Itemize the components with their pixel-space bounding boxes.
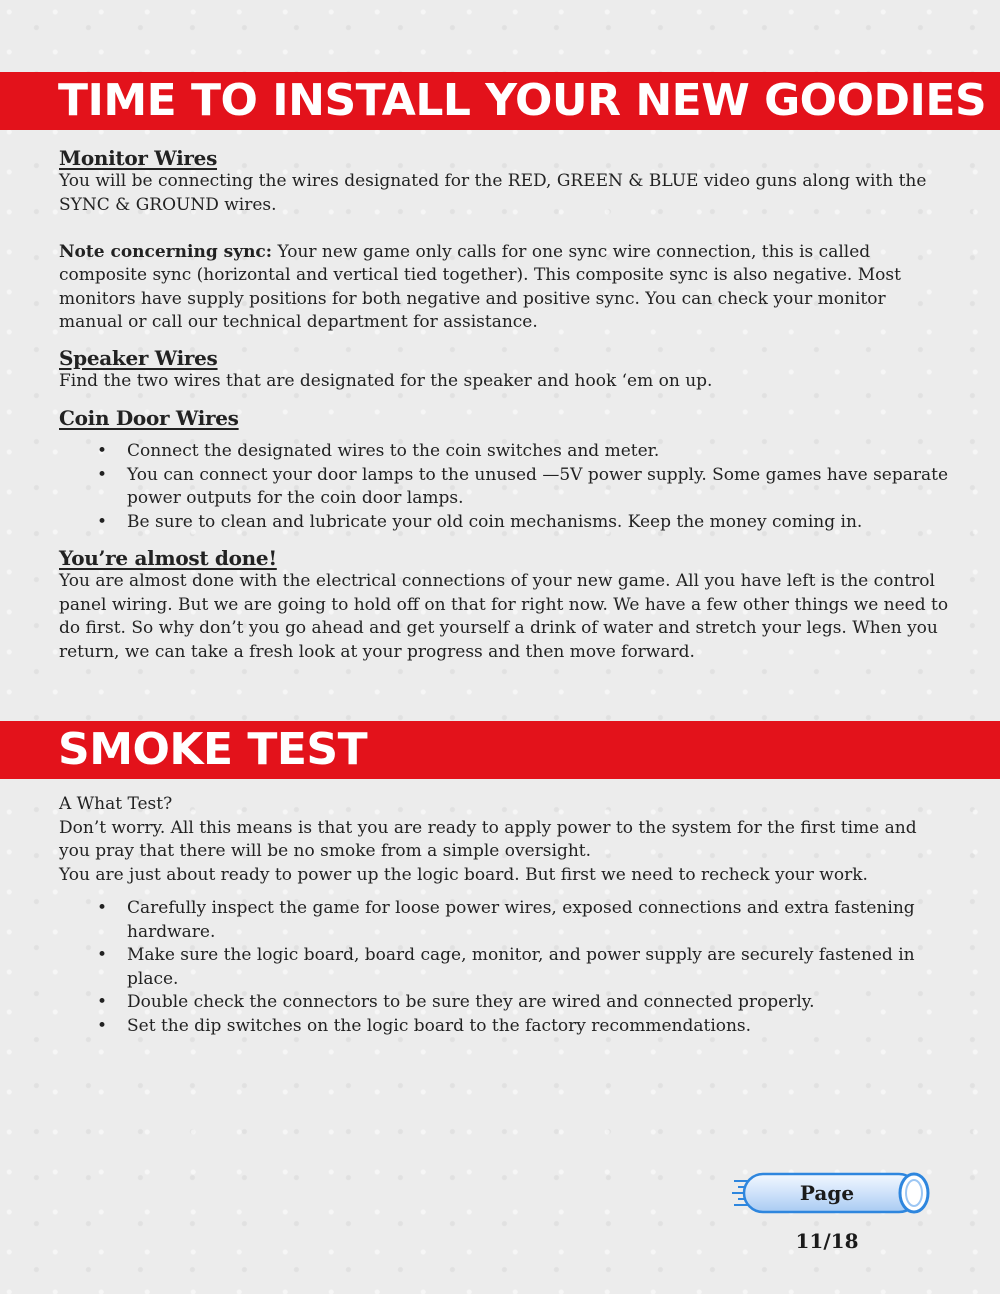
list-item: • Connect the designated wires to the coin switches and meter.	[59, 440, 949, 464]
monitor-wires-section	[59, 146, 949, 335]
almost-done-heading: You’re almost done!	[59, 546, 277, 570]
smoke-line-2: Don’t worry. All this means is that you are ready to apply power to the system for the first time and you pray that there will be no smoke from a simple oversight.	[59, 817, 917, 861]
section-title-install: TIME TO INSTALL YOUR NEW GOODIES	[58, 75, 987, 126]
page-number-label: Page 11/18	[795, 1181, 859, 1253]
section-banner-smoke	[0, 721, 1000, 779]
almost-done-text: You are almost done with the electrical connections of your new game. All you have left is the control panel wiring. But we are going to hold off on that for right now. We have a few other things we need to do first. So why don’t you go ahead and get yourself a drink of water and stretch your legs. When you return, we can take a fresh look at your progress and then move forward.	[59, 571, 949, 662]
smoke-checklist	[59, 897, 949, 1038]
sync-note-text: Your new game only calls for one sync wire connection, this is called composite sync (horizontal and vertical tied together). This composite sync is also negative. Most monitors have supply positions for both negative and positive sync. You can check your monitor manual or call our technical department for assistance.	[59, 241, 901, 332]
sync-note	[59, 241, 949, 335]
speaker-wires-section	[59, 346, 949, 394]
list-item: • Set the dip switches on the logic board to the factory recommendations.	[59, 1015, 949, 1039]
section-banner-install	[0, 72, 1000, 130]
page-indicator	[732, 1169, 932, 1253]
list-item: • Be sure to clean and lubricate your old coin mechanisms. Keep the money coming in.	[59, 511, 949, 535]
almost-done-section	[59, 546, 949, 664]
list-item: • Make sure the logic board, board cage, monitor, and power supply are securely fastened in place.	[59, 944, 949, 991]
coin-door-heading: Coin Door Wires	[59, 406, 239, 430]
coin-door-section	[59, 406, 949, 534]
list-item: • Carefully inspect the game for loose power wires, exposed connections and extra fastening hardware.	[59, 897, 949, 944]
list-item: • Double check the connectors to be sure they are wired and connected properly.	[59, 991, 949, 1015]
list-item: • You can connect your door lamps to the unused —5V power supply. Some games have separate power outputs for the coin door lamps.	[59, 464, 949, 511]
section-title-smoke: SMOKE TEST	[58, 724, 368, 775]
monitor-wires-heading: Monitor Wires	[59, 146, 218, 170]
speaker-wires-text: Find the two wires that are designated for the speaker and hook ‘em on up.	[59, 371, 713, 391]
smoke-test-section	[59, 793, 949, 1038]
smoke-line-3: You are just about ready to power up the logic board. But first we need to recheck your work.	[59, 864, 868, 885]
speaker-wires-heading: Speaker Wires	[59, 346, 218, 370]
sync-note-label: Note concerning sync:	[59, 241, 273, 262]
coin-door-list	[59, 440, 949, 534]
monitor-wires-text: You will be connecting the wires designated for the RED, GREEN & BLUE video guns along with the SYNC & GROUND wires.	[59, 171, 927, 215]
smoke-line-1: A What Test?	[59, 794, 173, 814]
